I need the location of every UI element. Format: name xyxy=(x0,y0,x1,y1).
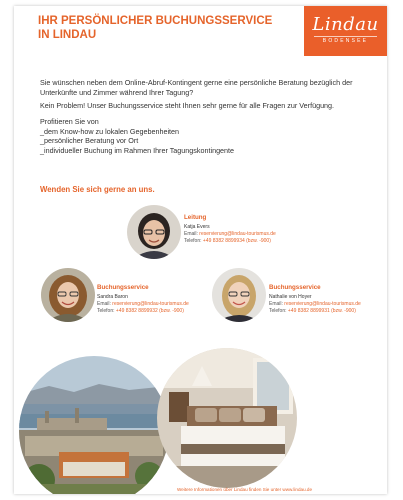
logo-subtitle: BODENSEE xyxy=(314,36,377,45)
benefit-list xyxy=(40,127,365,156)
phone-label: Telefon: xyxy=(269,308,287,314)
hotel-room-photo-icon xyxy=(157,348,297,488)
contact-phone[interactable]: +49 8382 8899932 (bzw. -900) xyxy=(115,308,184,314)
contact-phone[interactable]: +49 8382 8899931 (bzw. -900) xyxy=(287,308,356,314)
lindau-logo xyxy=(304,6,387,56)
intro-text xyxy=(40,78,365,156)
logo-word: Lindau xyxy=(312,14,379,35)
portrait-photo-icon xyxy=(212,268,266,322)
contact-email[interactable]: reservierung@lindau-tourismus.de xyxy=(284,301,361,307)
contact-card-leitung xyxy=(184,214,276,245)
list-item: _individueller Buchung im Rahmen Ihrer Tagungskontingente xyxy=(40,146,235,156)
list-item: _persönlicher Beratung vor Ort xyxy=(40,136,139,146)
contact-role: Buchungsservice xyxy=(269,284,321,291)
email-label: Email: xyxy=(97,301,111,307)
contact-email[interactable]: reservierung@lindau-tourismus.de xyxy=(199,231,276,237)
page-title xyxy=(38,14,272,42)
contact-role: Buchungsservice xyxy=(97,284,149,291)
contact-name: Sandra Baron xyxy=(97,294,128,300)
contact-name: Katja Evers xyxy=(184,224,210,230)
phone-label: Telefon: xyxy=(97,308,115,314)
contact-email[interactable]: reservierung@lindau-tourismus.de xyxy=(112,301,189,307)
phone-label: Telefon: xyxy=(184,238,202,244)
call-to-action: Wenden Sie sich gerne an uns. xyxy=(40,185,155,194)
footer-info: Weitere Informationen über Lindau finden Sie unter www.lindau.de xyxy=(177,487,313,492)
portrait-photo-icon xyxy=(41,268,95,322)
title-line-2: IN LINDAU xyxy=(38,29,97,41)
list-item: _dem Know-how zu lokalen Gegebenheiten xyxy=(40,126,180,136)
contact-name: Nathalie von Hoyer xyxy=(269,294,312,300)
contact-role: Leitung xyxy=(184,214,207,221)
contact-phone[interactable]: +49 8382 8899934 (bzw. -900) xyxy=(202,238,271,244)
lindau-harbor-photo-icon xyxy=(19,356,169,494)
contact-card-buchungsservice-1 xyxy=(97,284,189,315)
portrait-photo-icon xyxy=(127,205,181,259)
intro-paragraph-2: Kein Problem! Unser Buchungsservice steht Ihnen sehr gerne für alle Fragen zur Verfügung. xyxy=(40,100,335,110)
email-label: Email: xyxy=(269,301,283,307)
email-label: Email: xyxy=(184,231,198,237)
contact-card-buchungsservice-2 xyxy=(269,284,361,315)
brochure-page xyxy=(14,6,387,494)
list-intro: Profitieren Sie von xyxy=(40,117,99,127)
title-line-1: IHR PERSÖNLICHER BUCHUNGSSERVICE xyxy=(38,15,273,27)
intro-paragraph-1: Sie wünschen neben dem Online-Abruf-Kontingent gerne eine persönliche Beratung bezüglich der Unterkünfte und Zimmer während Ihrer Tagung? xyxy=(40,78,353,97)
